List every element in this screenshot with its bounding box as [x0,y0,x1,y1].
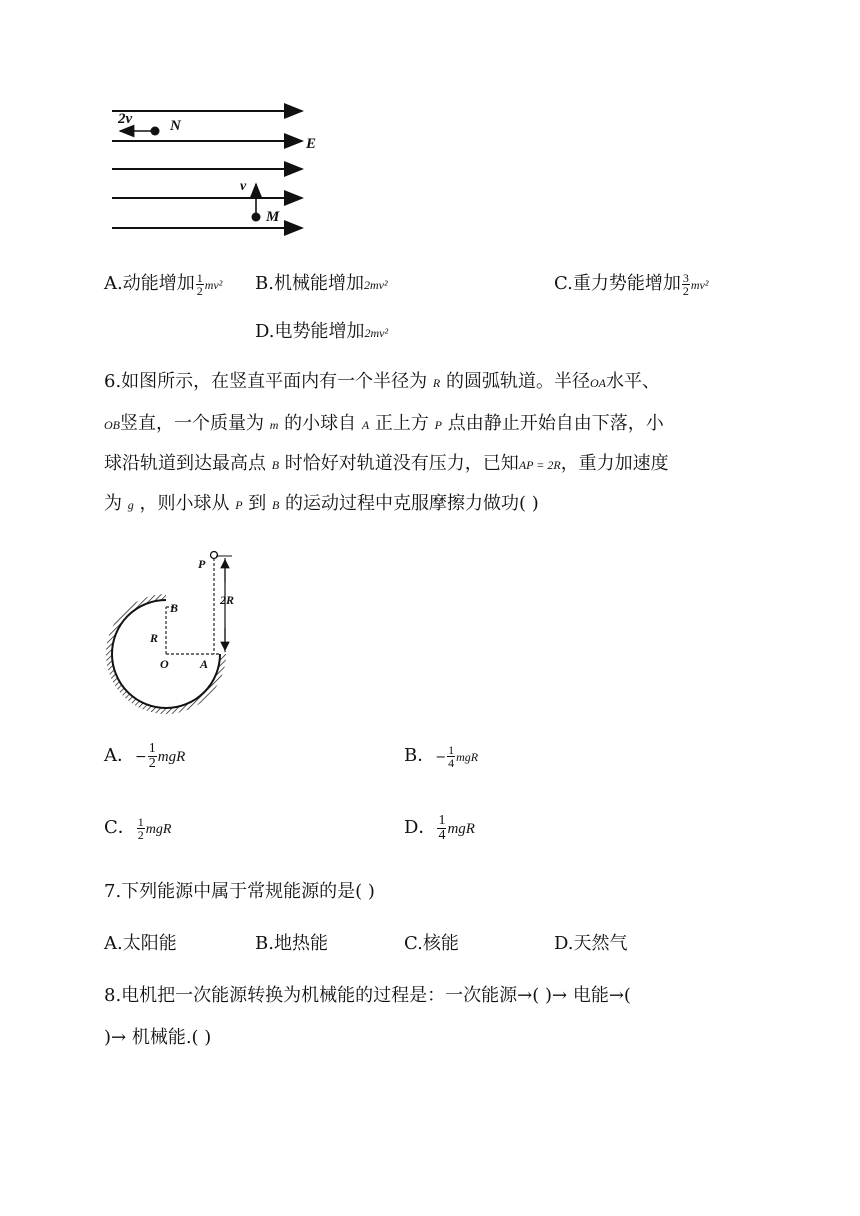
particle-M [240,179,280,225]
velocity-2v-label: 2v [118,111,133,127]
q7-stem: 7.下列能源中属于常规能源的是( ) [104,881,375,902]
fig-label-R: R [150,631,159,645]
particle-M-dot [252,213,261,222]
q7-option-d: D.天然气 [554,933,628,954]
fig-label-P: P [198,557,206,571]
q6-line-2: OB竖直，一个质量为 m 的小球自 A 正上方 P 点由静止开始自由下落，小 [104,413,664,434]
q6-option-a: A．− $\frac{1}{2}$ mgR [104,740,186,771]
circular-track-figure [98,544,248,714]
q7-option-b: B.地热能 [255,933,328,954]
q5-option-b: B.机械能增加2mv² [255,273,388,294]
q6-line-4: 为 g ，则小球从 P 到 B 的运动过程中克服摩擦力做功( ) [104,493,539,514]
q6-line-1: 6.如图所示，在竖直平面内有一个半径为 R 的圆弧轨道。半径OA水平、 [104,371,660,392]
electric-field-figure [104,96,334,246]
ball-P [211,552,218,559]
q7-option-a: A.太阳能 [104,933,177,954]
label-M: M [266,209,280,225]
q6-option-c: C． $\frac{1}{2}$ mgR [104,814,172,842]
fig-label-B: B [170,601,179,615]
fig-label-A: A [200,657,209,671]
fig-label-O: O [160,657,169,671]
q8-line-1: 8.电机把一次能源转换为机械能的过程是：一次能源→( )→ 电能→( [104,985,631,1006]
q6-option-b: B．− $\frac{1}{4}$ mgR [404,742,479,770]
velocity-v-label: v [240,179,247,194]
particle-N-dot [151,127,160,136]
particle-N [117,111,182,136]
q6-option-d: D． $\frac{1}{4}$ mgR [404,812,475,843]
q7-option-c: C.核能 [404,933,459,954]
q6-line-3: 球沿轨道到达最高点 B 时恰好对轨道没有压力，已知AP = 2R，重力加速度 [104,453,669,474]
label-N: N [170,118,181,134]
q5-option-c: C.重力势能增加 $\frac{3}{2}$ mv² [554,270,709,298]
q5-option-a: A.动能增加 $\frac{1}{2}$ mv² [104,270,223,298]
q8-line-2: )→ 机械能.( ) [104,1027,212,1048]
label-E: E [306,136,317,152]
fig-label-2R: 2R [220,593,235,607]
q5-option-d: D.电势能增加2mv² [255,321,389,342]
